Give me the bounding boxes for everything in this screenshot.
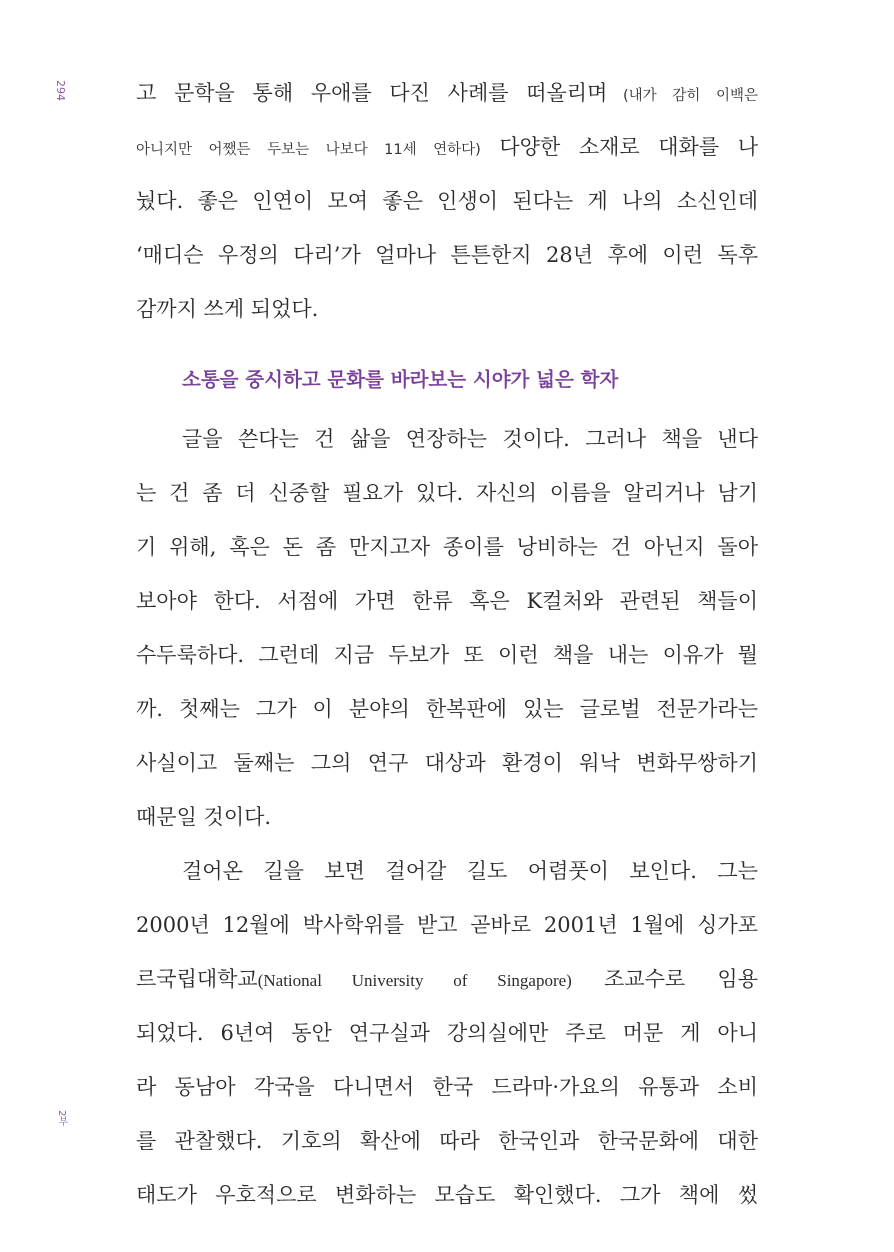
text-line: 사실이고 둘째는 그의 연구 대상과 환경이 워낙 변화무쌍하기 <box>136 751 758 775</box>
body-paragraphs <box>136 412 758 1222</box>
text-line: 되었다. 6년여 동안 연구실과 강의실에만 주로 머문 게 아니 <box>136 1021 758 1045</box>
text-line: 눴다. 좋은 인연이 모여 좋은 인생이 된다는 게 나의 소신인데 <box>136 189 758 213</box>
text-line <box>136 120 758 174</box>
page-number: 294 <box>54 80 67 101</box>
text-line: 라 동남아 각국을 다니면서 한국 드라마·가요의 유통과 소비 <box>136 1075 758 1099</box>
text-line: 글을 쓴다는 건 삶을 연장하는 것이다. 그러나 책을 낸다 <box>182 427 758 451</box>
text-run: 조교수로 임용 <box>571 967 758 991</box>
text-line: 까. 첫째는 그가 이 분야의 한복판에 있는 글로벌 전문가라는 <box>136 697 758 721</box>
text-line: 걸어온 길을 보면 걸어갈 길도 어렴풋이 보인다. 그는 <box>182 859 758 883</box>
section-heading: 소통을 중시하고 문화를 바라보는 시야가 넓은 학자 <box>182 368 619 391</box>
text-line: 보아야 한다. 서점에 가면 한류 혹은 K컬처와 관련된 책들이 <box>136 589 758 613</box>
text-line: ‘매디슨 우정의 다리’가 얼마나 튼튼한지 28년 후에 이런 독후 <box>136 243 758 267</box>
parenthetical-aside: (내가 감히 이백은 <box>607 88 758 104</box>
text-line: 수두룩하다. 그런데 지금 두보가 또 이런 책을 내는 이유가 뭘 <box>136 643 758 667</box>
text-line <box>136 952 758 1006</box>
text-line: 기 위해, 혹은 돈 좀 만지고자 종이를 낭비하는 건 아닌지 돌아 <box>136 535 758 559</box>
english-name: (National University of Singapore) <box>257 971 572 990</box>
paragraph-continued <box>136 66 758 336</box>
text-line: 를 관찰했다. 기호의 확산에 따라 한국인과 한국문화에 대한 <box>136 1129 758 1153</box>
text-run: 고 문학을 통해 우애를 다진 사례를 떠올리며 <box>136 81 608 105</box>
text-run: 다양한 소재로 대화를 나 <box>480 135 758 159</box>
text-line: 감까지 쓰게 되었다. <box>136 297 319 321</box>
text-line <box>136 66 758 120</box>
text-line: 태도가 우호적으로 변화하는 모습도 확인했다. 그가 책에 썼 <box>136 1183 758 1207</box>
text-line: 는 건 좀 더 신중할 필요가 있다. 자신의 이름을 알리거나 남기 <box>136 481 758 505</box>
section-side-label: 2부 <box>56 1110 67 1127</box>
parenthetical-aside: 아니지만 어쨌든 두보는 나보다 11세 연하다) <box>136 142 481 158</box>
text-run: 르국립대학교 <box>136 967 258 991</box>
text-line: 2000년 12월에 박사학위를 받고 곧바로 2001년 1월에 싱가포 <box>136 913 758 937</box>
text-line: 때문일 것이다. <box>136 805 272 829</box>
